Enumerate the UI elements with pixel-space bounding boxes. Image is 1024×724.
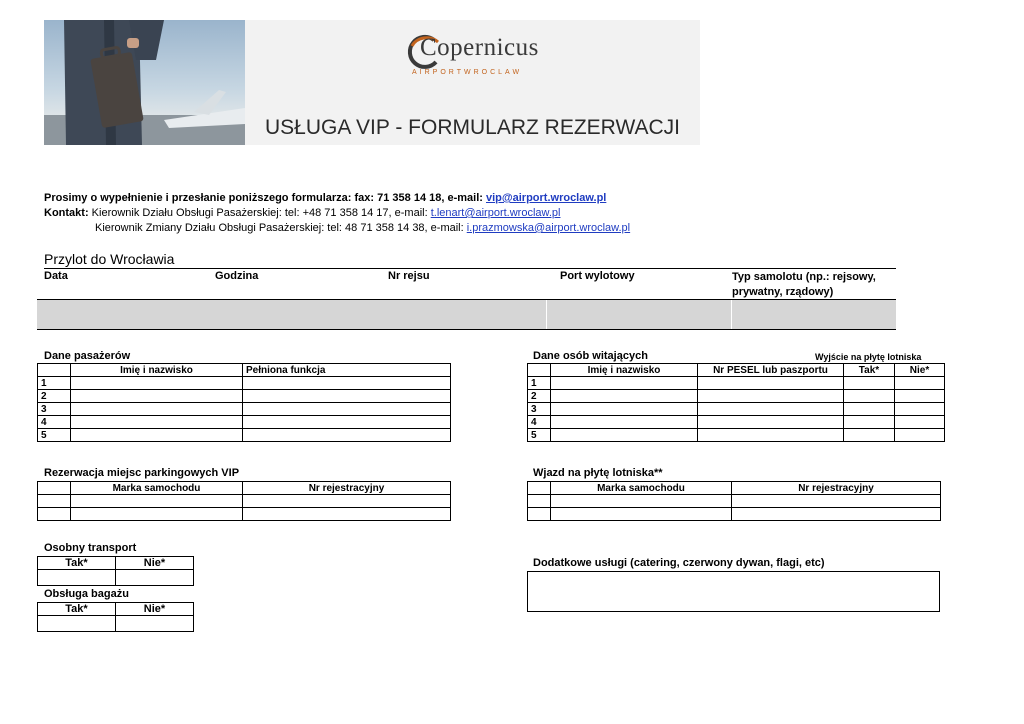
table-cell[interactable]: [732, 508, 941, 521]
apron-col-make: Marka samochodu: [551, 482, 732, 495]
table-cell: [528, 364, 551, 377]
arrival-section-title: Przylot do Wrocławia: [44, 251, 175, 267]
table-cell[interactable]: [551, 495, 732, 508]
table-header-row: [38, 364, 451, 377]
greeters-col-name: Imię i nazwisko: [551, 364, 698, 377]
arrival-divider: [546, 300, 547, 329]
header-photo: [44, 20, 245, 145]
row-number: 5: [528, 429, 551, 442]
greeters-apron-label: Wyjście na płytę lotniska: [815, 352, 922, 362]
table-row[interactable]: [528, 377, 945, 390]
table-row[interactable]: [38, 403, 451, 416]
row-number: 2: [528, 390, 551, 403]
baggage-section-title: Obsługa bagażu: [44, 588, 129, 600]
table-row[interactable]: [528, 390, 945, 403]
info-line-2-text: Kierownik Działu Obsługi Pasażerskiej: tel: +48 71 358 14 17, e-mail:: [88, 207, 431, 219]
transport-table: [37, 556, 194, 586]
extras-section-title: Dodatkowe usługi (catering, czerwony dywan, flagi, etc): [533, 557, 825, 569]
table-cell[interactable]: [698, 403, 844, 416]
table-cell[interactable]: [243, 377, 451, 390]
table-cell[interactable]: [698, 390, 844, 403]
table-cell[interactable]: [243, 390, 451, 403]
passengers-table: [37, 363, 451, 442]
transport-yes-cell[interactable]: [38, 570, 116, 586]
row-number: 1: [38, 377, 71, 390]
table-header-row: [528, 364, 945, 377]
row-number: 4: [528, 416, 551, 429]
info-line-2: [44, 206, 630, 221]
table-cell[interactable]: [844, 403, 895, 416]
table-cell[interactable]: [243, 416, 451, 429]
table-cell[interactable]: [243, 429, 451, 442]
passengers-col-function: Pełniona funkcja: [243, 364, 451, 377]
table-cell[interactable]: [895, 403, 945, 416]
parking-table: [37, 481, 451, 521]
table-cell[interactable]: [844, 377, 895, 390]
table-cell[interactable]: [243, 495, 451, 508]
table-cell[interactable]: [71, 377, 243, 390]
row-number: 5: [38, 429, 71, 442]
table-header-row: [38, 603, 194, 616]
table-row[interactable]: [528, 508, 941, 521]
transport-no-label: Nie*: [116, 557, 194, 570]
apron-section-title: Wjazd na płytę lotniska**: [533, 467, 663, 479]
table-row[interactable]: [528, 429, 945, 442]
greeters-col-no: Nie*: [895, 364, 945, 377]
table-cell[interactable]: [551, 403, 698, 416]
parking-section-title: Rezerwacja miejsc parkingowych VIP: [44, 467, 240, 479]
table-cell[interactable]: [698, 429, 844, 442]
table-row[interactable]: [38, 616, 194, 632]
table-row[interactable]: [38, 508, 451, 521]
table-cell[interactable]: [732, 495, 941, 508]
table-cell: [38, 482, 71, 495]
table-row[interactable]: [38, 495, 451, 508]
table-cell[interactable]: [895, 429, 945, 442]
table-cell[interactable]: [71, 495, 243, 508]
table-cell[interactable]: [551, 416, 698, 429]
table-cell: [528, 482, 551, 495]
greeters-col-id: Nr PESEL lub paszportu: [698, 364, 844, 377]
table-cell: [528, 508, 551, 521]
arrival-divider: [731, 300, 732, 329]
table-header-row: [528, 482, 941, 495]
table-cell[interactable]: [844, 416, 895, 429]
passengers-section-title: Dane pasażerów: [44, 350, 131, 362]
greeters-section-title: Dane osób witających: [533, 350, 648, 362]
vip-email-link[interactable]: vip@airport.wroclaw.pl: [486, 192, 607, 204]
logo-subtitle: AIRPORTWROCLAW: [412, 69, 523, 76]
table-cell: [38, 364, 71, 377]
row-number: 3: [528, 403, 551, 416]
table-row[interactable]: [38, 377, 451, 390]
table-row[interactable]: [38, 429, 451, 442]
table-cell[interactable]: [243, 508, 451, 521]
baggage-no-label: Nie*: [116, 603, 194, 616]
table-cell[interactable]: [698, 416, 844, 429]
transport-no-cell[interactable]: [116, 570, 194, 586]
table-cell[interactable]: [71, 508, 243, 521]
parking-col-plate: Nr rejestracyjny: [243, 482, 451, 495]
businessman-briefcase-image: [44, 20, 245, 145]
table-header-row: [38, 557, 194, 570]
info-line-1-text: Prosimy o wypełnienie i przesłanie poniższego formularza: fax: 71 358 14 18, e-mail:: [44, 192, 486, 204]
table-row[interactable]: [528, 403, 945, 416]
baggage-table: [37, 602, 194, 632]
table-cell[interactable]: [71, 390, 243, 403]
baggage-yes-label: Tak*: [38, 603, 116, 616]
row-number: 1: [528, 377, 551, 390]
table-cell[interactable]: [551, 429, 698, 442]
table-row[interactable]: [528, 495, 941, 508]
table-cell[interactable]: [71, 403, 243, 416]
table-row[interactable]: [528, 416, 945, 429]
table-cell: [38, 495, 71, 508]
prazmowska-email-link[interactable]: i.prazmowska@airport.wroclaw.pl: [466, 222, 631, 234]
contact-info: [44, 191, 630, 236]
apron-table: [527, 481, 941, 521]
table-cell[interactable]: [551, 508, 732, 521]
table-cell[interactable]: [551, 377, 698, 390]
table-cell[interactable]: [844, 429, 895, 442]
table-cell[interactable]: [551, 390, 698, 403]
table-row[interactable]: [38, 416, 451, 429]
lenart-email-link[interactable]: t.lenart@airport.wroclaw.pl: [430, 207, 561, 219]
info-line-3: [44, 221, 630, 236]
arrival-input-row[interactable]: [37, 299, 896, 330]
passengers-col-name: Imię i nazwisko: [71, 364, 243, 377]
table-cell[interactable]: [844, 390, 895, 403]
table-cell[interactable]: [71, 429, 243, 442]
row-number: 3: [38, 403, 71, 416]
table-cell[interactable]: [895, 377, 945, 390]
info-line-3-text: Kierownik Zmiany Działu Obsługi Pasażerskiej: tel: 48 71 358 14 38, e-mail:: [95, 222, 467, 234]
table-cell[interactable]: [698, 377, 844, 390]
baggage-yes-cell[interactable]: [38, 616, 116, 632]
transport-section-title: Osobny transport: [44, 542, 137, 554]
row-number: 2: [38, 390, 71, 403]
arrival-col-date: Data: [44, 270, 68, 282]
greeters-col-yes: Tak*: [844, 364, 895, 377]
logo-name: Copernicus: [420, 34, 539, 61]
greeters-table: [527, 363, 945, 442]
arrival-top-rule: [44, 268, 896, 269]
arrival-col-time: Godzina: [215, 270, 259, 282]
table-row[interactable]: [38, 390, 451, 403]
row-number: 4: [38, 416, 71, 429]
table-cell: [528, 495, 551, 508]
table-cell[interactable]: [895, 390, 945, 403]
extras-input-box[interactable]: [527, 571, 940, 612]
apron-col-plate: Nr rejestracyjny: [732, 482, 941, 495]
table-row[interactable]: [38, 570, 194, 586]
table-cell[interactable]: [243, 403, 451, 416]
table-cell[interactable]: [895, 416, 945, 429]
info-line-1: [44, 191, 630, 206]
transport-yes-label: Tak*: [38, 557, 116, 570]
table-cell: [38, 508, 71, 521]
baggage-no-cell[interactable]: [116, 616, 194, 632]
parking-col-make: Marka samochodu: [71, 482, 243, 495]
table-header-row: [38, 482, 451, 495]
page-title: USŁUGA VIP - FORMULARZ REZERWACJI: [265, 116, 681, 139]
table-cell[interactable]: [71, 416, 243, 429]
arrival-col-aircraft: Typ samolotu (np.: rejsowy, prywatny, rządowy): [732, 271, 876, 298]
arrival-col-port: Port wylotowy: [560, 270, 635, 282]
arrival-col-flight: Nr rejsu: [388, 270, 430, 282]
contact-label: Kontakt:: [44, 207, 89, 219]
